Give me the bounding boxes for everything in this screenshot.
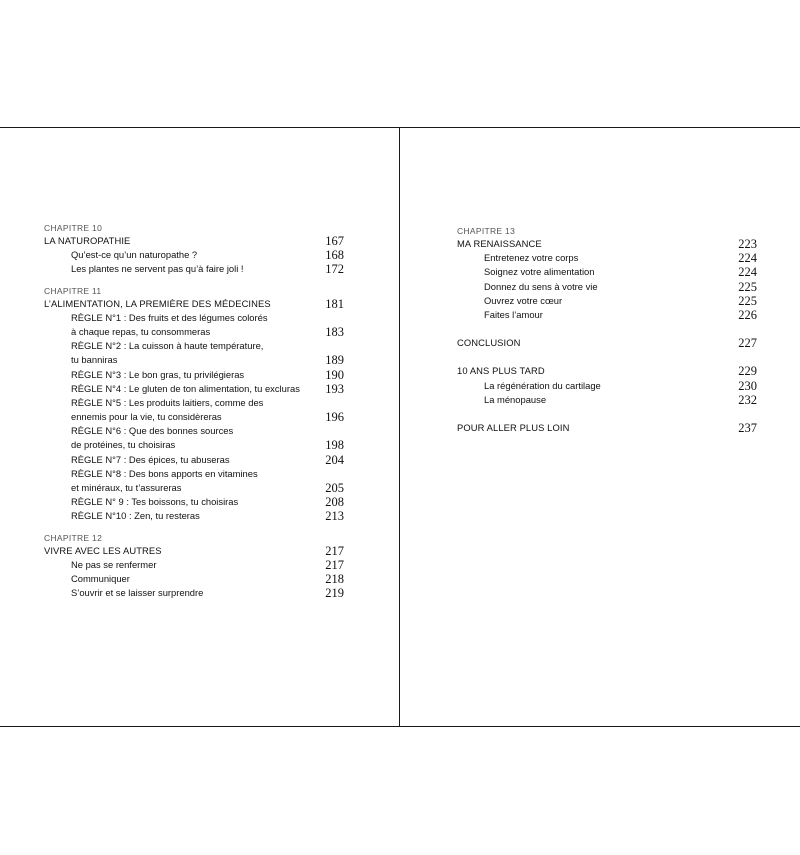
entry-title: RÈGLE N°3 : Le bon gras, tu privilégieras: [71, 368, 245, 380]
page-number: 183: [325, 324, 344, 339]
toc-entry[interactable]: [44, 495, 344, 509]
toc-entry[interactable]: [44, 481, 344, 495]
page-number: 227: [738, 336, 757, 351]
toc-chapter-entry[interactable]: [44, 297, 344, 311]
chapter-label: CHAPITRE 10: [44, 223, 103, 233]
toc-entry[interactable]: [44, 586, 344, 600]
toc-entry[interactable]: [457, 265, 757, 279]
toc-ten-years-entry[interactable]: [457, 364, 757, 378]
chapter-title: MA RENAISSANCE: [457, 238, 542, 249]
page-number: 217: [325, 557, 344, 572]
toc-entry[interactable]: [44, 353, 344, 367]
right-page: [457, 225, 757, 435]
toc-entry[interactable]: [44, 410, 344, 424]
toc-entry[interactable]: [44, 438, 344, 452]
entry-title: Ouvrez votre cœur: [484, 294, 563, 306]
entry-title: RÈGLE N°5 : Les produits laitiers, comme des: [71, 396, 264, 408]
page-gutter: [399, 127, 400, 727]
toc-entry[interactable]: [44, 467, 344, 481]
page-number: 190: [325, 367, 344, 382]
page-number: 189: [325, 353, 344, 368]
entry-title: Entretenez votre corps: [484, 252, 579, 264]
toc-entry[interactable]: [44, 453, 344, 467]
entry-title: RÈGLE N°8 : Des bons apports en vitamines: [71, 467, 258, 479]
page-number: 193: [325, 381, 344, 396]
page-number: 208: [325, 495, 344, 510]
toc-chapter-entry[interactable]: [44, 234, 344, 248]
entry-title: RÈGLE N°1 : Des fruits et des légumes colorés: [71, 311, 268, 323]
chapter-label: CHAPITRE 13: [457, 226, 516, 236]
section-title: POUR ALLER PLUS LOIN: [457, 421, 570, 433]
page-number: 181: [325, 296, 344, 311]
page-number: 226: [738, 307, 757, 322]
chapter-title: L’ALIMENTATION, LA PREMIÈRE DES MÉDECINES: [44, 297, 271, 309]
page-number: 229: [738, 364, 757, 379]
entry-title: RÈGLE N°7 : Des épices, tu abuseras: [71, 453, 230, 465]
page-number: 219: [325, 586, 344, 601]
page-number: 237: [738, 420, 757, 435]
entry-title: Communiquer: [71, 572, 130, 584]
entry-title: Qu’est-ce qu’un naturopathe ?: [71, 249, 198, 261]
toc-entry[interactable]: [44, 262, 344, 276]
toc-further-entry[interactable]: [457, 421, 757, 435]
entry-title: Les plantes ne servent pas qu’à faire joli !: [71, 263, 244, 275]
toc-entry[interactable]: [457, 280, 757, 294]
toc-conclusion-entry[interactable]: [457, 336, 757, 350]
toc-chapter-entry[interactable]: [457, 237, 757, 251]
page-number: 232: [738, 392, 757, 407]
page-number: 172: [325, 262, 344, 277]
entry-title: RÈGLE N°6 : Que des bonnes sources: [71, 425, 234, 437]
chapter-title: LA NATUROPATHIE: [44, 235, 131, 246]
section-title: 10 ANS PLUS TARD: [457, 365, 545, 377]
left-page: [44, 222, 344, 600]
entry-title: RÈGLE N°10 : Zen, tu resteras: [71, 510, 200, 522]
entry-title: Faites l’amour: [484, 308, 543, 320]
chapter-label: CHAPITRE 12: [44, 532, 103, 543]
entry-title: ennemis pour la vie, tu considèreras: [71, 411, 222, 423]
page-number: 198: [325, 438, 344, 453]
toc-entry[interactable]: [44, 558, 344, 572]
entry-title: Ne pas se renfermer: [71, 558, 157, 570]
entry-title: S’ouvrir et se laisser surprendre: [71, 587, 204, 599]
toc-entry[interactable]: [44, 424, 344, 438]
toc-entry[interactable]: [44, 382, 344, 396]
toc-entry[interactable]: [44, 248, 344, 262]
page-number: 205: [325, 481, 344, 495]
entry-title: et minéraux, tu t’assureras: [71, 482, 182, 493]
entry-title: La ménopause: [484, 393, 547, 405]
toc-entry[interactable]: [457, 379, 757, 393]
entry-title: RÈGLE N°2 : La cuisson à haute température,: [71, 340, 264, 352]
chapter-label: CHAPITRE 11: [44, 285, 102, 296]
toc-entry[interactable]: [457, 393, 757, 407]
toc-entry[interactable]: [457, 251, 757, 265]
page-number: 213: [325, 509, 344, 524]
toc-entry[interactable]: [44, 572, 344, 586]
toc-chapter-entry[interactable]: [44, 544, 344, 558]
page-number: 196: [325, 410, 344, 425]
page-number: 225: [738, 293, 757, 308]
page-number: 204: [325, 452, 344, 467]
entry-title: Soignez votre alimentation: [484, 266, 595, 278]
toc-entry[interactable]: [457, 294, 757, 308]
entry-title: Donnez du sens à votre vie: [484, 280, 598, 292]
chapter-title: VIVRE AVEC LES AUTRES: [44, 544, 162, 556]
page-number: 224: [738, 265, 757, 280]
entry-title: de protéines, tu choisiras: [71, 439, 176, 451]
entry-title: à chaque repas, tu consommeras: [71, 325, 211, 337]
page-number: 218: [325, 571, 344, 586]
page-number: 225: [738, 279, 757, 294]
page-number: 167: [325, 234, 344, 248]
entry-title: La régénération du cartilage: [484, 379, 601, 391]
page-number: 223: [738, 237, 757, 251]
toc-entry[interactable]: [44, 509, 344, 523]
toc-entry[interactable]: [44, 368, 344, 382]
entry-title: RÈGLE N° 9 : Tes boissons, tu choisiras: [71, 496, 239, 508]
toc-entry[interactable]: [44, 339, 344, 353]
toc-entry[interactable]: [457, 308, 757, 322]
toc-entry[interactable]: [44, 325, 344, 339]
page-number: 230: [738, 378, 757, 393]
page-number: 224: [738, 251, 757, 266]
page-number: 168: [325, 248, 344, 263]
entry-title: RÈGLE N°4 : Le gluten de ton alimentation, tu excluras: [71, 382, 300, 394]
section-title: CONCLUSION: [457, 337, 521, 349]
entry-title: tu banniras: [71, 354, 118, 366]
toc-entry[interactable]: [44, 396, 344, 410]
toc-entry[interactable]: [44, 311, 344, 325]
page-number: 217: [325, 543, 344, 558]
